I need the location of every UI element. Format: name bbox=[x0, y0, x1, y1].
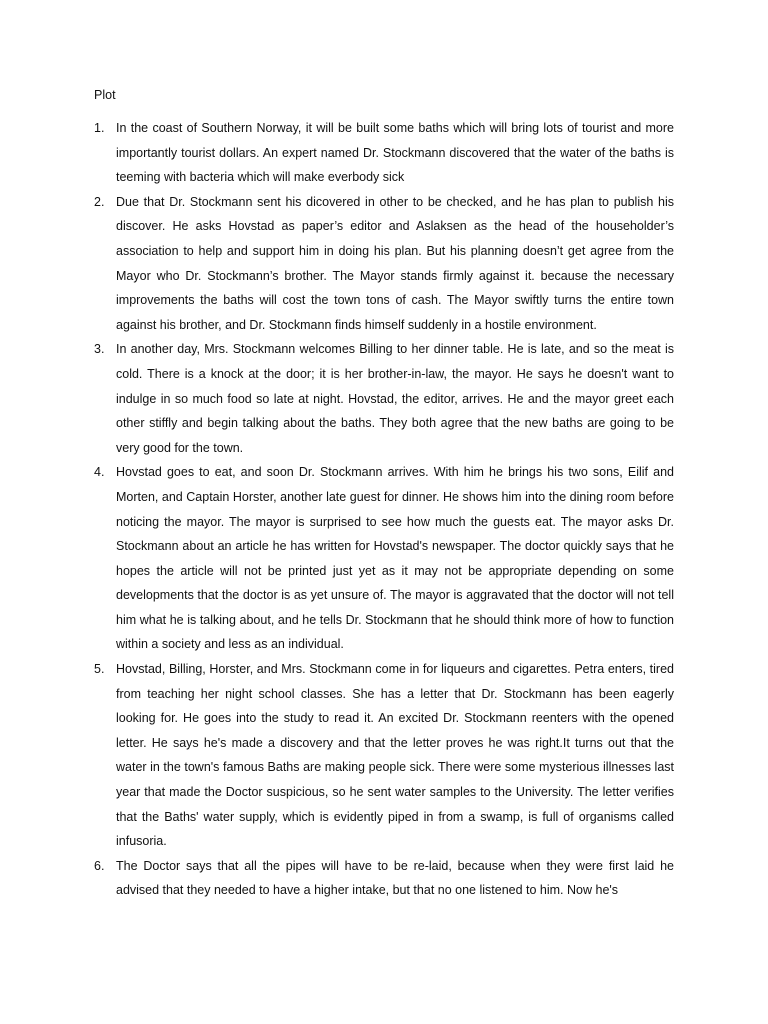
list-item-text: In the coast of Southern Norway, it will be built some baths which will bring lots of tourist and more importantly tourist dollars. An expert named Dr. Stockmann discovered that the water of the baths is teeming with bacteria which will make everbody sick bbox=[116, 121, 674, 185]
list-item bbox=[94, 190, 674, 338]
list-item-number: 2. bbox=[94, 194, 105, 209]
plot-list bbox=[94, 116, 674, 903]
list-item-text: The Doctor says that all the pipes will have to be re-laid, because when they were first laid he advised that they needed to have a higher intake, but that no one listened to him. Now he's bbox=[116, 858, 674, 898]
list-item bbox=[94, 854, 674, 903]
list-item bbox=[94, 116, 674, 190]
list-item-number: 4. bbox=[94, 465, 105, 480]
list-item bbox=[94, 657, 674, 854]
list-item-text: In another day, Mrs. Stockmann welcomes Billing to her dinner table. He is late, and so the meat is cold. There is a knock at the door; it is her brother-in-law, the mayor. He says he doesn't want to indulge in so much food so late at night. Hovstad, the editor, arrives. He and the mayor greet each other stiffly and begin talking about the baths. They both agree that the new baths are going to be very good for the town. bbox=[116, 342, 674, 455]
list-item-number: 3. bbox=[94, 342, 105, 357]
list-item bbox=[94, 337, 674, 460]
list-item bbox=[94, 460, 674, 657]
list-item-number: 1. bbox=[94, 121, 105, 135]
list-item-number: 5. bbox=[94, 662, 105, 677]
document-heading: Plot bbox=[94, 88, 116, 102]
list-item-text: Due that Dr. Stockmann sent his dicovered in other to be checked, and he has plan to publish his discover. He asks Hovstad as paper’s editor and Aslaksen as the head of the householder’s association to help and support him in doing his plan. But his planning doesn’t get agree from the Mayor who Dr. Stockmann’s brother. The Mayor stands firmly against it. because the necessary improvements the baths will cost the town tons of cash. The Mayor swiftly turns the entire town against his brother, and Dr. Stockmann finds himself suddenly in a hostile environment. bbox=[116, 194, 674, 332]
list-item-text: Hovstad goes to eat, and soon Dr. Stockmann arrives. With him he brings his two sons, Eilif and Morten, and Captain Horster, another late guest for dinner. He shows him into the dining room before noticing the mayor. The mayor is surprised to see how much the guests eat. The mayor asks Dr. Stockmann about an article he has written for Hovstad's newspaper. The doctor quickly says that he hopes the article will not be printed just yet as it may not be appropriate depending on some developments that the doctor is as yet unsure of. The mayor is aggravated that the doctor will not tell him what he is talking about, and he tells Dr. Stockmann that he should think more of how to function within a society and less as an individual. bbox=[116, 465, 674, 652]
list-item-text: Hovstad, Billing, Horster, and Mrs. Stockmann come in for liqueurs and cigarettes. Petra enters, tired from teaching her night school classes. She has a letter that Dr. Stockmann has been eagerly looking for. He goes into the study to read it. An excited Dr. Stockmann reenters with the opened letter. He says he's made a discovery and that the letter proves he was right.It turns out that the water in the town's famous Baths are making people sick. There were some mysterious illnesses last year that made the Doctor suspicious, so he sent water samples to the University. The letter verifies that the Baths' water supply, which is evidently piped in from a swamp, is full of organisms called infusoria. bbox=[116, 662, 674, 849]
list-item-number: 6. bbox=[94, 858, 105, 873]
